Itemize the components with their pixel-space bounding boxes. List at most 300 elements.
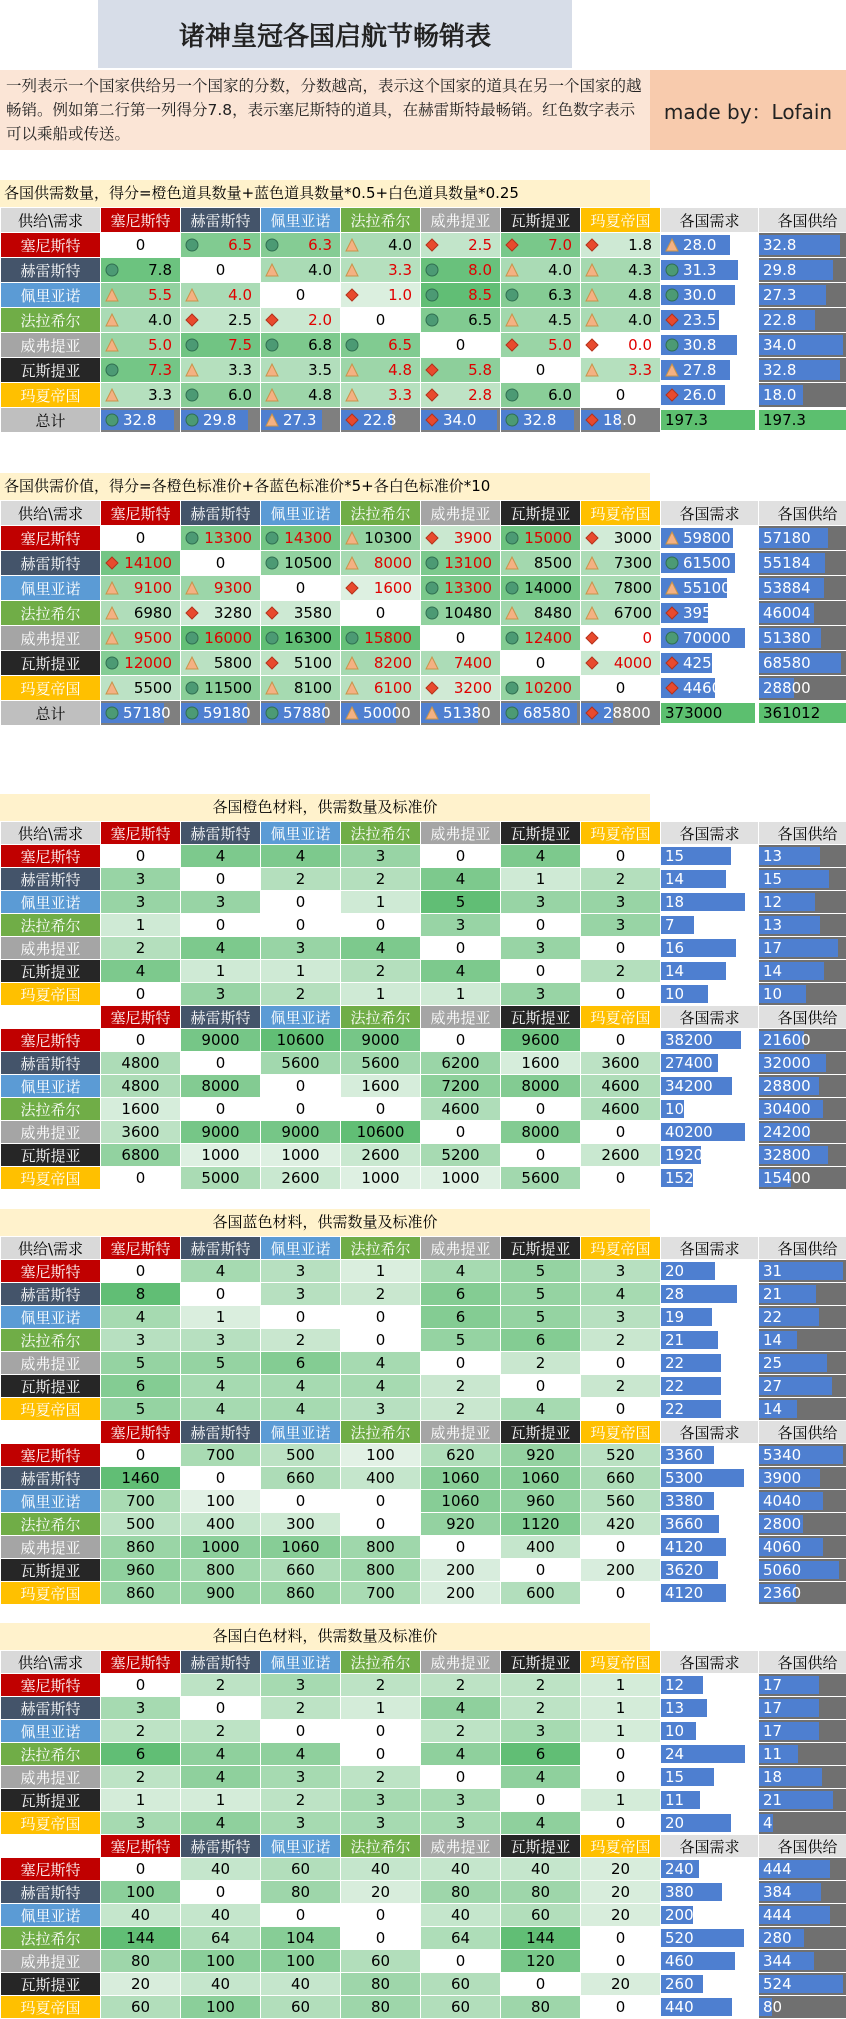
value-cell [181,1881,261,1904]
cell-value: 0 [296,1722,306,1740]
value-cell [101,333,181,358]
total-cell [501,408,581,433]
row-header: 塞尼斯特 [1,845,101,868]
cell-value: 4.0 [148,311,172,329]
value-cell [581,1559,661,1582]
cell-value: 0 [216,870,226,888]
circle-icon [505,681,519,695]
value-cell [501,1720,581,1743]
value-cell [421,1513,501,1536]
value-cell [341,1398,421,1421]
column-header-5: 威弗提亚 [421,208,501,233]
cell-value: 4.0 [228,286,252,304]
value-cell [181,1444,261,1467]
cell-value: 800 [366,1561,395,1579]
supply-cell [759,1467,846,1490]
value-cell [181,1904,261,1927]
value-cell [101,1513,181,1536]
demand-value: 7 [661,916,675,934]
diamond-icon [425,681,439,695]
supply-cell [759,1144,846,1167]
cell-value: 120 [526,1952,555,1970]
table-row [1,1582,846,1605]
cell-value: 4 [456,962,466,980]
value-cell [581,1513,661,1536]
cell-value: 6 [296,1354,306,1372]
cell-value: 20 [611,1975,630,1993]
demand-value: 4120 [661,1584,703,1602]
total-cell [101,408,181,433]
table-row [1,1950,846,1973]
cell-value: 4 [536,1814,546,1832]
total-value: 51380 [421,704,491,722]
supply-cell [759,233,846,258]
value-cell [581,258,661,283]
value-cell [181,1720,261,1743]
value-cell [181,283,261,308]
value-cell [341,1973,421,1996]
cell-value: 4 [216,1262,226,1280]
value-cell [421,601,501,626]
supply-value: 22.8 [759,311,796,329]
cell-value: 40 [531,1860,550,1878]
table-row [1,1098,846,1121]
cell-value: 4.3 [628,261,652,279]
cell-value: 2 [376,1676,386,1694]
supply-cell [759,1812,846,1835]
table-row [1,960,846,983]
cell-value: 2.8 [468,386,492,404]
column-header-6: 瓦斯提亚 [501,1006,581,1029]
cell-value: 1060 [521,1469,559,1487]
cell-value: 3 [216,893,226,911]
total-cell [421,408,501,433]
supply-value: 2360 [759,1584,801,1602]
demand-cell [661,1536,759,1559]
demand-cell [661,1467,759,1490]
value-cell [181,1260,261,1283]
value-cell [581,1167,661,1190]
row-header: 赫雷斯特 [1,1283,101,1306]
demand-value: 3360 [661,1446,703,1464]
table-row [1,1052,846,1075]
column-header-5: 威弗提亚 [421,1421,501,1444]
value-cell [501,1029,581,1052]
column-header-4: 法拉希尔 [341,822,421,845]
cell-value: 0 [456,336,466,354]
cell-value: 2 [616,1377,626,1395]
demand-value: 12 [661,1676,684,1694]
cell-value: 0 [136,1262,146,1280]
value-cell [261,1306,341,1329]
circle-icon [105,656,119,670]
value-cell [261,626,341,651]
table-row [1,1881,846,1904]
demand-value: 23.5 [661,311,716,329]
cell-value: 0 [296,286,306,304]
value-cell [421,983,501,1006]
cell-value: 0 [296,579,306,597]
supply-cell [759,914,846,937]
supply-cell [759,1973,846,1996]
value-cell [181,1536,261,1559]
demand-header: 各国需求 [661,208,759,233]
cell-value: 10300 [364,529,412,547]
cell-value: 0 [616,1768,626,1786]
value-cell [101,258,181,283]
cell-value: 40 [291,1975,310,1993]
cell-value: 8000 [521,1123,559,1141]
value-cell [421,914,501,937]
value-cell [421,1352,501,1375]
value-cell [101,233,181,258]
supply-header: 各国供给 [759,501,846,526]
total-value: 50000 [341,704,411,722]
value-cell [101,960,181,983]
cell-value: 3 [376,1814,386,1832]
value-cell [261,308,341,333]
value-cell [421,1536,501,1559]
cell-value: 200 [606,1561,635,1579]
cell-value: 2 [616,870,626,888]
value-cell [581,233,661,258]
supply-value: 14 [759,962,782,980]
supply-cell [759,1881,846,1904]
cell-value: 3 [616,893,626,911]
supply-value: 24200 [759,1123,811,1141]
column-header-6: 瓦斯提亚 [501,501,581,526]
cell-value: 0 [216,1100,226,1118]
value-cell [101,1375,181,1398]
value-cell [581,1720,661,1743]
cell-value: 5 [456,893,466,911]
diamond-icon [185,606,199,620]
cell-value: 13300 [444,579,492,597]
value-cell [341,1260,421,1283]
cell-value: 7400 [454,654,492,672]
supply-header: 各国供给 [759,1421,846,1444]
demand-value: 34200 [661,1077,713,1095]
value-cell [101,1766,181,1789]
cell-value: 2 [536,1354,546,1372]
column-header-7: 玛夏帝国 [581,1006,661,1029]
triangle-icon [425,656,439,670]
triangle-icon [105,313,119,327]
cell-value: 80 [371,1998,390,2016]
cell-value: 400 [366,1469,395,1487]
cell-value: 3.3 [388,386,412,404]
triangle-icon [265,363,279,377]
supply-cell [759,1490,846,1513]
value-cell [501,358,581,383]
cell-value: 0 [216,261,226,279]
value-cell [101,1121,181,1144]
cell-value: 13100 [444,554,492,572]
value-cell [181,1697,261,1720]
cell-value: 2 [296,1791,306,1809]
demand-value: 26.0 [661,386,716,404]
triangle-icon [505,313,519,327]
column-header-7: 玛夏帝国 [581,1835,661,1858]
supply-cell [759,676,846,701]
circle-icon [265,631,279,645]
value-cell [501,1996,581,2019]
cell-value: 660 [286,1561,315,1579]
diamond-icon [505,338,519,352]
cell-value: 4 [376,939,386,957]
column-header-7: 玛夏帝国 [581,1651,661,1674]
cell-value: 560 [606,1492,635,1510]
demand-header: 各国需求 [661,1651,759,1674]
section-caption: 各国供需数量，得分=橙色道具数量+蓝色道具数量*0.5+白色道具数量*0.25 [0,180,650,207]
demand-cell [661,1352,759,1375]
column-header-2: 赫雷斯特 [181,822,261,845]
total-cell [421,701,501,726]
value-cell [501,1398,581,1421]
row-header: 法拉希尔 [1,1329,101,1352]
supply-value: 17 [759,1722,782,1740]
supply-cell [759,1352,846,1375]
cell-value: 2 [136,1768,146,1786]
corner-cell [1,1835,101,1858]
value-cell [341,845,421,868]
demand-value: 30.8 [661,336,716,354]
value-cell [501,891,581,914]
cell-value: 5200 [441,1146,479,1164]
table-row [1,601,846,626]
cell-value: 1 [216,962,226,980]
value-cell [261,1052,341,1075]
cell-value: 5.8 [468,361,492,379]
cell-value: 5 [456,1331,466,1349]
cell-value: 3 [296,1262,306,1280]
column-header-2: 赫雷斯特 [181,1237,261,1260]
supply-cell [759,1858,846,1881]
supply-value: 18.0 [759,386,796,404]
demand-cell [661,1582,759,1605]
total-demand-value: 373000 [661,704,722,722]
value-cell [501,1490,581,1513]
circle-icon [425,313,439,327]
cell-value: 3 [376,847,386,865]
value-cell [421,1075,501,1098]
cell-value: 860 [286,1584,315,1602]
cell-value: 5 [216,1354,226,1372]
demand-cell [661,551,759,576]
row-header: 赫雷斯特 [1,258,101,283]
value-cell [181,1098,261,1121]
value-cell [181,601,261,626]
value-cell [261,1950,341,1973]
supply-value: 444 [759,1906,792,1924]
table-row [1,308,846,333]
cell-value: 2600 [361,1146,399,1164]
cell-value: 6.3 [308,236,332,254]
cell-value: 2 [456,1722,466,1740]
supply-cell [759,1789,846,1812]
cell-value: 1 [216,1308,226,1326]
value-cell [421,1444,501,1467]
cell-value: 6.5 [388,336,412,354]
header-row [1,1835,846,1858]
demand-cell [661,1052,759,1075]
value-cell [261,1167,341,1190]
circle-icon [505,388,519,402]
supply-header: 各国供给 [759,208,846,233]
total-value: 57880 [261,704,331,722]
value-cell [581,960,661,983]
value-cell [341,651,421,676]
demand-value: 19200 [661,1146,713,1164]
circle-icon [185,681,199,695]
supply-value: 444 [759,1860,792,1878]
cell-value: 3600 [601,1054,639,1072]
value-cell [501,383,581,408]
value-cell [341,576,421,601]
cell-value: 6.0 [548,386,572,404]
value-cell [341,1098,421,1121]
header-row [1,1421,846,1444]
value-cell [581,1352,661,1375]
value-cell [101,601,181,626]
row-header: 玛夏帝国 [1,676,101,701]
value-cell [101,1490,181,1513]
table-row [1,1029,846,1052]
value-cell [421,258,501,283]
value-cell [101,1398,181,1421]
supply-value: 280 [759,1929,792,1947]
demand-value: 22 [661,1400,684,1418]
demand-value: 11 [661,1791,684,1809]
cell-value: 1000 [201,1146,239,1164]
demand-cell [661,1075,759,1098]
cell-value: 10500 [284,554,332,572]
total-value: 28800 [581,704,651,722]
value-cell [181,937,261,960]
value-cell [341,1467,421,1490]
cell-value: 0 [296,893,306,911]
cell-value: 3 [616,1262,626,1280]
demand-cell [661,1858,759,1881]
value-cell [101,1329,181,1352]
row-header: 塞尼斯特 [1,526,101,551]
value-cell [581,1052,661,1075]
total-supply-cell [759,408,846,433]
value-cell [421,551,501,576]
supply-cell [759,576,846,601]
value-cell [341,1144,421,1167]
value-cell [501,1329,581,1352]
value-cell [341,1766,421,1789]
column-header-2: 赫雷斯特 [181,501,261,526]
total-row [1,701,846,726]
value-cell [421,1674,501,1697]
value-cell [421,1996,501,2019]
value-cell [421,868,501,891]
diamond-icon [105,556,119,570]
value-cell [581,383,661,408]
value-cell [581,1927,661,1950]
circle-icon [425,581,439,595]
triangle-icon [505,556,519,570]
value-cell [501,1973,581,1996]
column-header-3: 佩里亚诺 [261,501,341,526]
supply-cell [759,1121,846,1144]
demand-value: 5300 [661,1469,703,1487]
value-cell [101,1559,181,1582]
value-cell [581,1950,661,1973]
value-cell [101,1927,181,1950]
demand-cell [661,960,759,983]
table-row [1,333,846,358]
table-row [1,1536,846,1559]
value-cell [581,1144,661,1167]
supply-cell [759,1075,846,1098]
value-cell [341,258,421,283]
cell-value: 3.3 [148,386,172,404]
cell-value: 2 [456,1676,466,1694]
corner-cell: 供给\需求 [1,822,101,845]
value-cell [421,1306,501,1329]
value-cell [341,1674,421,1697]
cell-value: 7.5 [228,336,252,354]
demand-cell [661,1098,759,1121]
value-cell [261,1283,341,1306]
header-row [1,1006,846,1029]
cell-value: 2 [456,1400,466,1418]
row-header: 赫雷斯特 [1,1467,101,1490]
cell-value: 12000 [124,654,172,672]
cell-value: 40 [451,1860,470,1878]
row-header: 瓦斯提亚 [1,1973,101,1996]
cell-value: 0 [136,1446,146,1464]
cell-value: 0 [616,1814,626,1832]
value-cell [421,1973,501,1996]
value-cell [261,1260,341,1283]
demand-cell [661,233,759,258]
cell-value: 60 [291,1998,310,2016]
value-cell [501,1812,581,1835]
cell-value: 0 [616,1998,626,2016]
demand-cell [661,626,759,651]
diamond-icon [425,363,439,377]
demand-value: 240 [661,1860,694,1878]
row-header: 法拉希尔 [1,914,101,937]
cell-value: 4.8 [388,361,412,379]
table-row [1,1306,846,1329]
diamond-icon [425,388,439,402]
total-demand-cell [661,408,759,433]
value-cell [421,626,501,651]
cell-value: 0 [216,1285,226,1303]
table-row [1,1996,846,2019]
column-header-5: 威弗提亚 [421,1651,501,1674]
demand-cell [661,868,759,891]
value-cell [181,1766,261,1789]
value-cell [261,1973,341,1996]
value-cell [261,1513,341,1536]
table-row [1,1789,846,1812]
supply-cell [759,1697,846,1720]
value-cell [261,1075,341,1098]
value-cell [181,1352,261,1375]
value-cell [341,937,421,960]
row-header: 玛夏帝国 [1,383,101,408]
supply-value: 5060 [759,1561,801,1579]
demand-cell [661,1743,759,1766]
demand-cell [661,1881,759,1904]
cell-value: 500 [286,1446,315,1464]
